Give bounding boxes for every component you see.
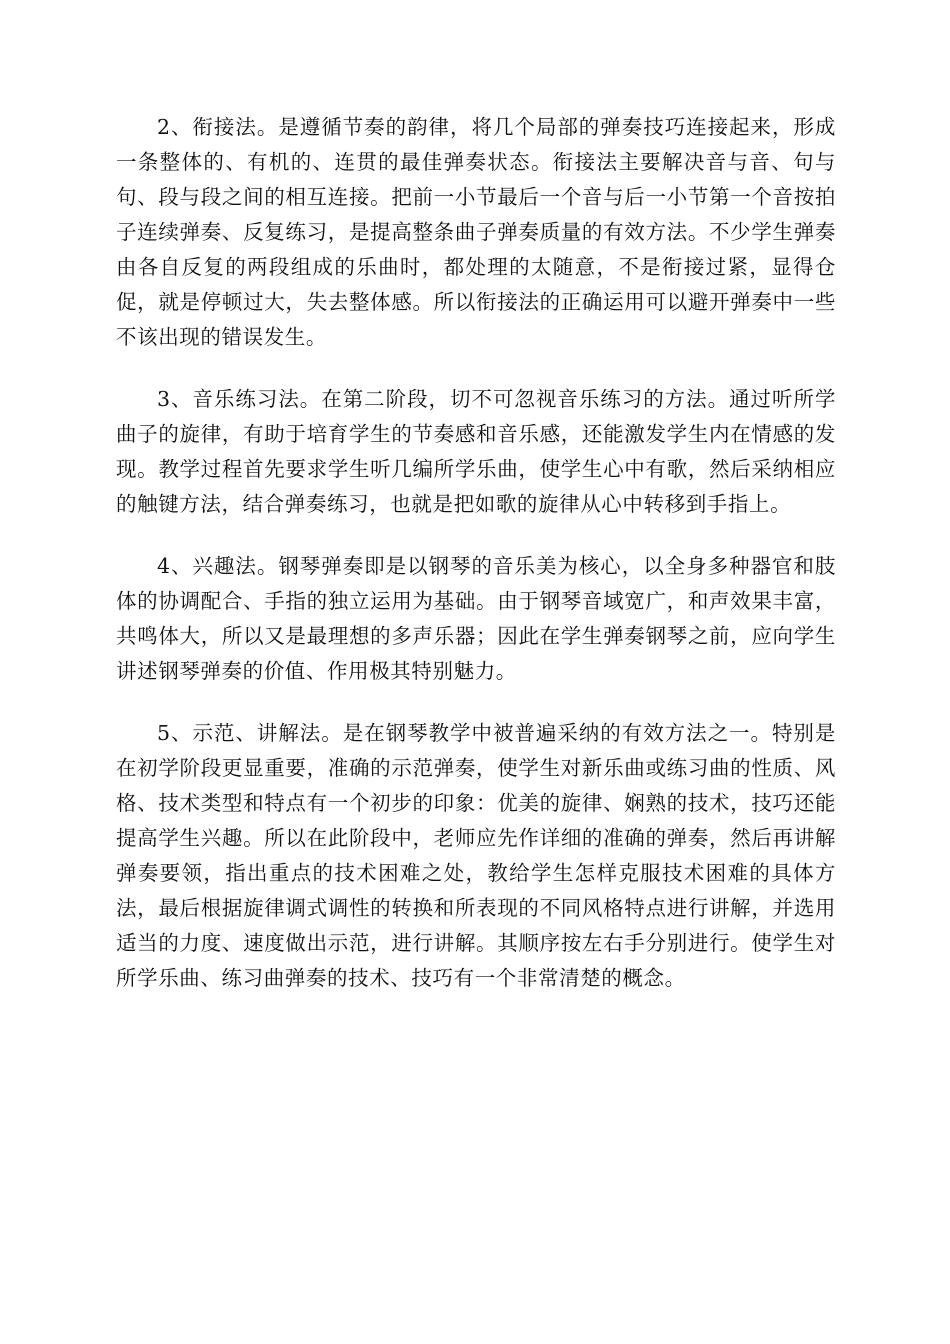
paragraph-demonstration-method: 5、示范、讲解法。是在钢琴教学中被普遍采纳的有效方法之一。特别是在初学阶段更显重要，准确的示范弹奏，使学生对新乐曲或练习曲的性质、风格、技术类型和特点有一个初步的印象：优美的旋律、娴熟的技术，技巧还能提高学生兴趣。所以在此阶段中，老师应先作详细的准确的弹奏，然后再讲解弹奏要领，指出重点的技术困难之处，教给学生怎样克服技术困难的具体方法，最后根据旋律调式调性的转换和所表现的不同风格特点进行讲解，并选用适当的力度、速度做出示范，进行讲解。其顺序按左右手分别进行。使学生对所学乐曲、练习曲弹奏的技术、技巧有一个非常清楚的概念。 — [116, 721, 836, 990]
paragraph-music-practice-method: 3、音乐练习法。在第二阶段，切不可忽视音乐练习的方法。通过听所学曲子的旋律，有助于培育学生的节奏感和音乐感，还能激发学生内在情感的发现。教学过程首先要求学生听几编所学乐曲，使学生心中有歌，然后采纳相应的触键方法，结合弹奏练习，也就是把如歌的旋律从心中转移到手指上。 — [116, 387, 836, 516]
paragraph-interest-method: 4、兴趣法。钢琴弹奏即是以钢琴的音乐美为核心，以全身多种器官和肢体的协调配合、手指的独立运用为基础。由于钢琴音域宽广，和声效果丰富，共鸣体大，所以又是最理想的多声乐器；因此在学生弹奏钢琴之前，应向学生讲述钢琴弹奏的价值、作用极其特别魅力。 — [116, 554, 836, 683]
document-body — [116, 110, 836, 1023]
paragraph-linking-method: 2、衔接法。是遵循节奏的韵律，将几个局部的弹奏技巧连接起来，形成一条整体的、有机的、连贯的最佳弹奏状态。衔接法主要解决音与音、句与句、段与段之间的相互连接。把前一小节最后一个音与后一小节第一个音按拍子连续弹奏、反复练习，是提高整条曲子弹奏质量的有效方法。不少学生弹奏由各自反复的两段组成的乐曲时，都处理的太随意，不是衔接过紧，显得仓促，就是停顿过大，失去整体感。所以衔接法的正确运用可以避开弹奏中一些不该出现的错误发生。 — [116, 115, 836, 349]
